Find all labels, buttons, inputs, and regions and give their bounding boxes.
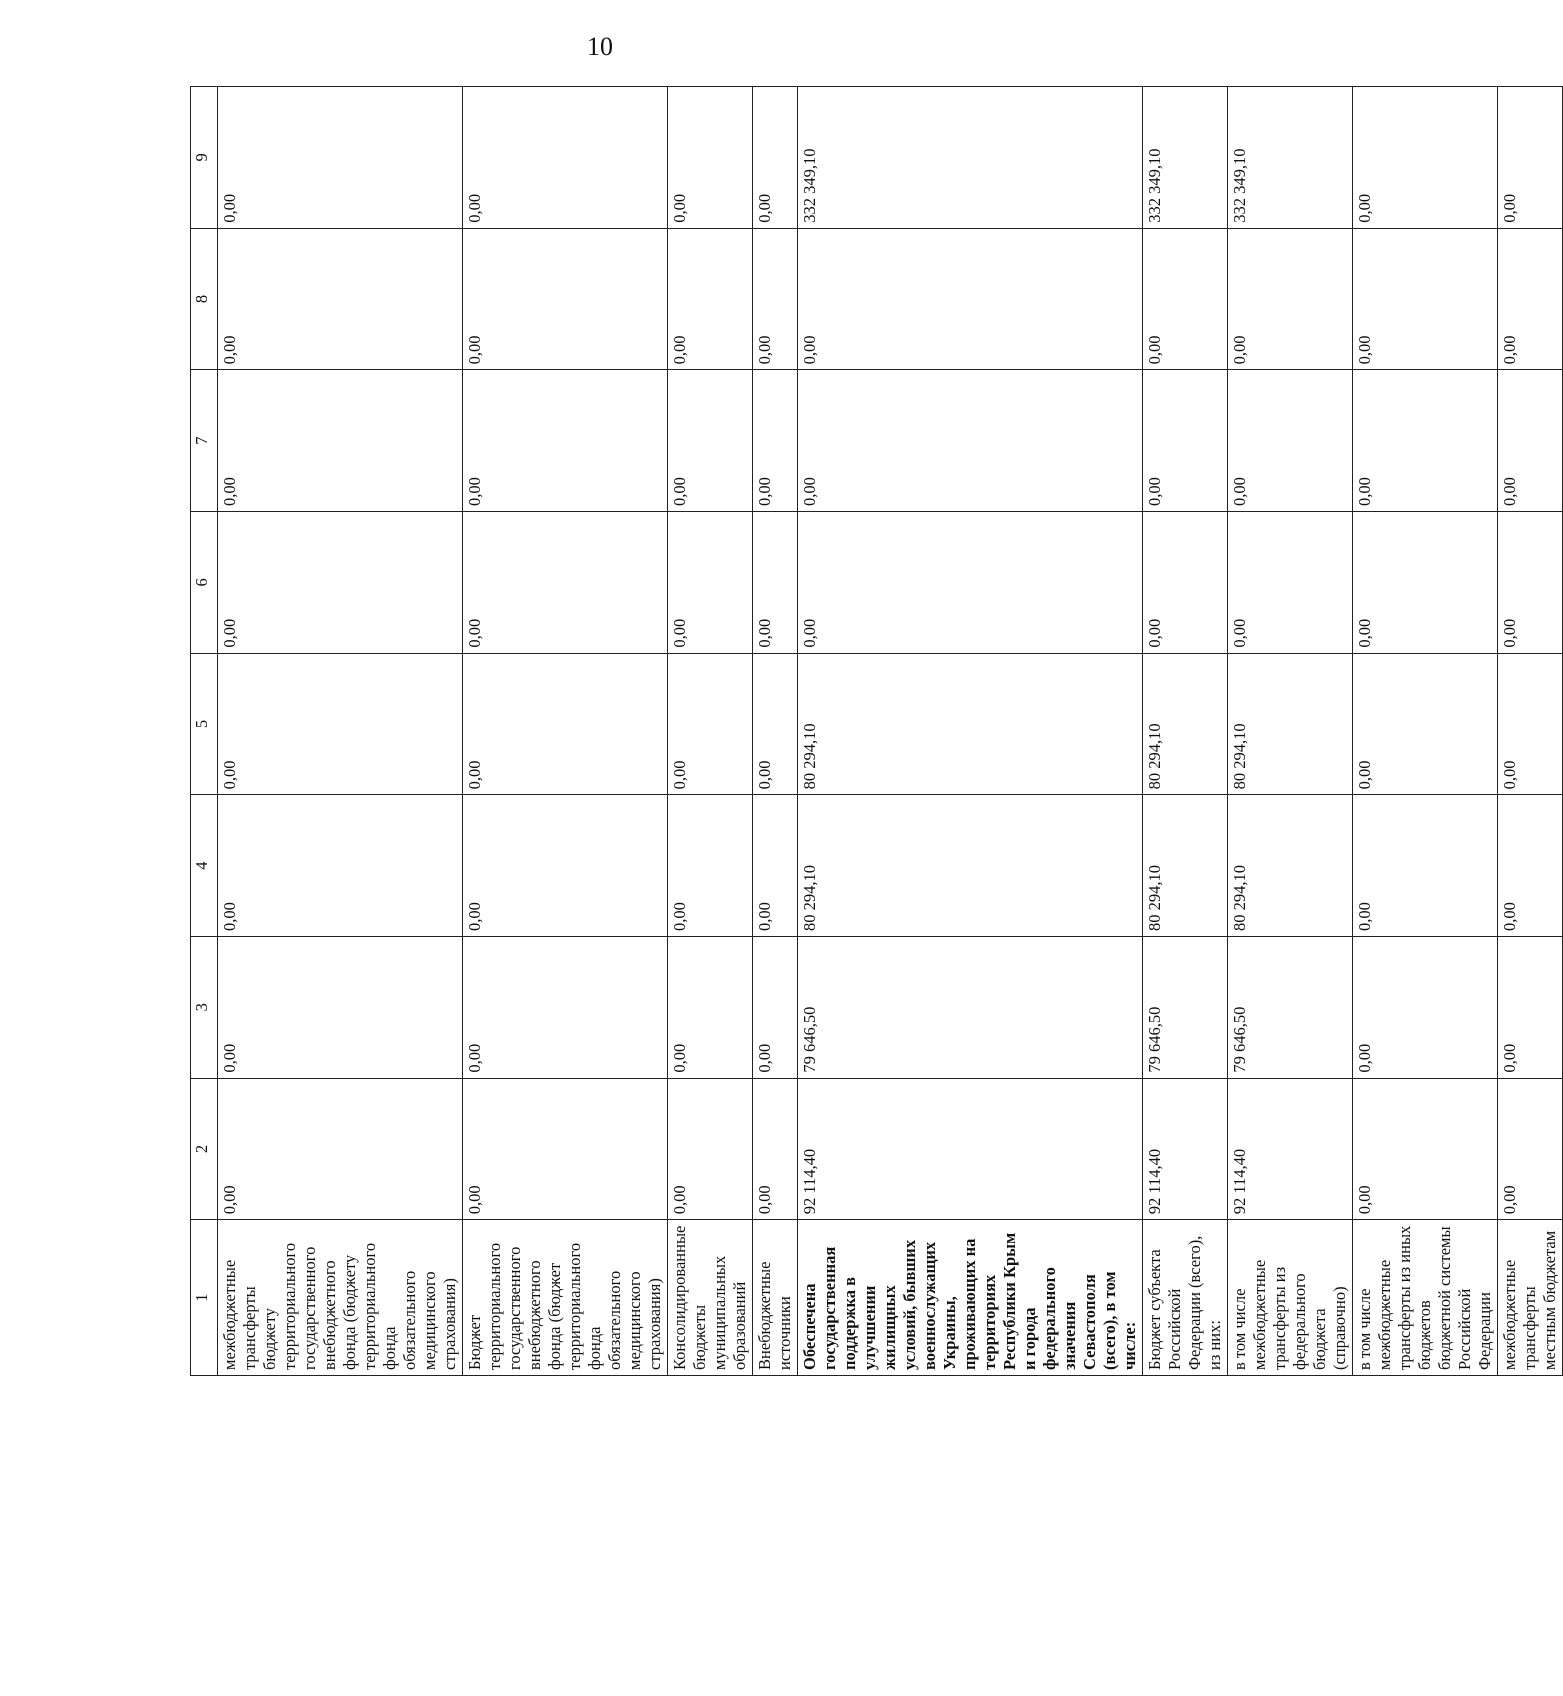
cell-value: 0,00: [1228, 512, 1353, 654]
cell-value: 79 646,50: [798, 936, 1143, 1078]
table-row: [668, 87, 753, 1376]
cell-value: 0,00: [463, 1078, 668, 1220]
cell-value: 80 294,10: [1228, 795, 1353, 937]
table-header-row: [191, 87, 218, 1376]
cell-value: 0,00: [1228, 228, 1353, 370]
cell-value: 0,00: [1498, 228, 1563, 370]
cell-value: 0,00: [1498, 795, 1563, 937]
table-row: [798, 87, 1143, 1376]
cell-value: 0,00: [668, 795, 753, 937]
cell-value: 0,00: [463, 228, 668, 370]
table-row: [1353, 87, 1498, 1376]
cell-value: 0,00: [1353, 87, 1498, 229]
cell-value: 0,00: [798, 512, 1143, 654]
row-label: Бюджет территориального государственного внебюджетного фонда (бюджет территориального фонда обязательного медицинского страхования): [463, 1220, 668, 1376]
cell-value: 0,00: [1498, 653, 1563, 795]
column-header: 1: [191, 1220, 218, 1376]
cell-value: 0,00: [218, 512, 463, 654]
table-row: [1228, 87, 1353, 1376]
column-header: 8: [191, 228, 218, 370]
cell-value: 332 349,10: [798, 87, 1143, 229]
cell-value: 80 294,10: [1228, 653, 1353, 795]
rotated-budget-table: [190, 86, 1559, 1376]
cell-value: 92 114,40: [798, 1078, 1143, 1220]
cell-value: 0,00: [463, 370, 668, 512]
cell-value: 0,00: [463, 795, 668, 937]
cell-value: 80 294,10: [1143, 653, 1228, 795]
row-label: Бюджет субъекта Российской Федерации (всего), из них:: [1143, 1220, 1228, 1376]
cell-value: 0,00: [218, 795, 463, 937]
cell-value: 0,00: [668, 228, 753, 370]
cell-value: 0,00: [218, 370, 463, 512]
cell-value: 0,00: [668, 512, 753, 654]
cell-value: 332 349,10: [1228, 87, 1353, 229]
cell-value: 0,00: [1498, 87, 1563, 229]
column-header: 7: [191, 370, 218, 512]
cell-value: 0,00: [753, 653, 798, 795]
cell-value: 0,00: [668, 87, 753, 229]
table-row: [218, 87, 463, 1376]
column-header: 9: [191, 87, 218, 229]
cell-value: 0,00: [218, 87, 463, 229]
cell-value: 0,00: [1353, 936, 1498, 1078]
cell-value: 0,00: [463, 87, 668, 229]
cell-value: 0,00: [668, 936, 753, 1078]
cell-value: 0,00: [1228, 370, 1353, 512]
cell-value: 80 294,10: [1143, 795, 1228, 937]
row-label: Консолидированные бюджеты муниципальных образований: [668, 1220, 753, 1376]
cell-value: 92 114,40: [1228, 1078, 1353, 1220]
row-label: Обеспечена государственная поддержка в улучшении жилищных условий, бывших военнослужащих Украины, проживающих на территориях Республики Крым и города федерального значения Севастополя (всего), в том числе:: [798, 1220, 1143, 1376]
cell-value: 0,00: [1143, 370, 1228, 512]
cell-value: 80 294,10: [798, 795, 1143, 937]
cell-value: 80 294,10: [798, 653, 1143, 795]
cell-value: 0,00: [753, 228, 798, 370]
cell-value: 0,00: [798, 370, 1143, 512]
row-label: в том числе межбюджетные трансферты из иных бюджетов бюджетной системы Российской Федерации: [1353, 1220, 1498, 1376]
cell-value: 0,00: [753, 370, 798, 512]
column-header: 4: [191, 795, 218, 937]
cell-value: 0,00: [1353, 1078, 1498, 1220]
row-label: Внебюджетные источники: [753, 1220, 798, 1376]
row-label: в том числе межбюджетные трансферты из федерального бюджета (справочно): [1228, 1220, 1353, 1376]
cell-value: 0,00: [753, 936, 798, 1078]
page-number: 10: [587, 32, 613, 61]
cell-value: 0,00: [463, 512, 668, 654]
cell-value: 0,00: [218, 1078, 463, 1220]
cell-value: 79 646,50: [1143, 936, 1228, 1078]
cell-value: 0,00: [1498, 936, 1563, 1078]
cell-value: 0,00: [668, 653, 753, 795]
cell-value: 0,00: [1498, 1078, 1563, 1220]
row-label: межбюджетные трансферты местным бюджетам: [1498, 1220, 1563, 1376]
cell-value: 0,00: [1353, 228, 1498, 370]
cell-value: 0,00: [753, 87, 798, 229]
cell-value: 0,00: [798, 228, 1143, 370]
cell-value: 79 646,50: [1228, 936, 1353, 1078]
column-header: 2: [191, 1078, 218, 1220]
table-row: [1498, 87, 1563, 1376]
column-header: 5: [191, 653, 218, 795]
table-row: [1143, 87, 1228, 1376]
cell-value: 0,00: [668, 370, 753, 512]
cell-value: 0,00: [218, 228, 463, 370]
cell-value: 0,00: [1353, 370, 1498, 512]
cell-value: 0,00: [1498, 370, 1563, 512]
row-label: межбюджетные трансферты бюджету территориального государственного внебюджетного фонда (бюджету территориального фонда обязательного медицинского страхования): [218, 1220, 463, 1376]
cell-value: 0,00: [1353, 512, 1498, 654]
column-header: 3: [191, 936, 218, 1078]
cell-value: 0,00: [1353, 795, 1498, 937]
cell-value: 0,00: [668, 1078, 753, 1220]
cell-value: 0,00: [753, 795, 798, 937]
column-header: 6: [191, 512, 218, 654]
table-row: [463, 87, 668, 1376]
cell-value: 92 114,40: [1143, 1078, 1228, 1220]
cell-value: 332 349,10: [1143, 87, 1228, 229]
budget-table: [190, 86, 1563, 1376]
cell-value: 0,00: [463, 936, 668, 1078]
cell-value: 0,00: [218, 936, 463, 1078]
cell-value: 0,00: [1143, 512, 1228, 654]
cell-value: 0,00: [753, 1078, 798, 1220]
cell-value: 0,00: [218, 653, 463, 795]
table-row: [753, 87, 798, 1376]
cell-value: 0,00: [753, 512, 798, 654]
cell-value: 0,00: [1353, 653, 1498, 795]
cell-value: 0,00: [1498, 512, 1563, 654]
cell-value: 0,00: [1143, 228, 1228, 370]
cell-value: 0,00: [463, 653, 668, 795]
